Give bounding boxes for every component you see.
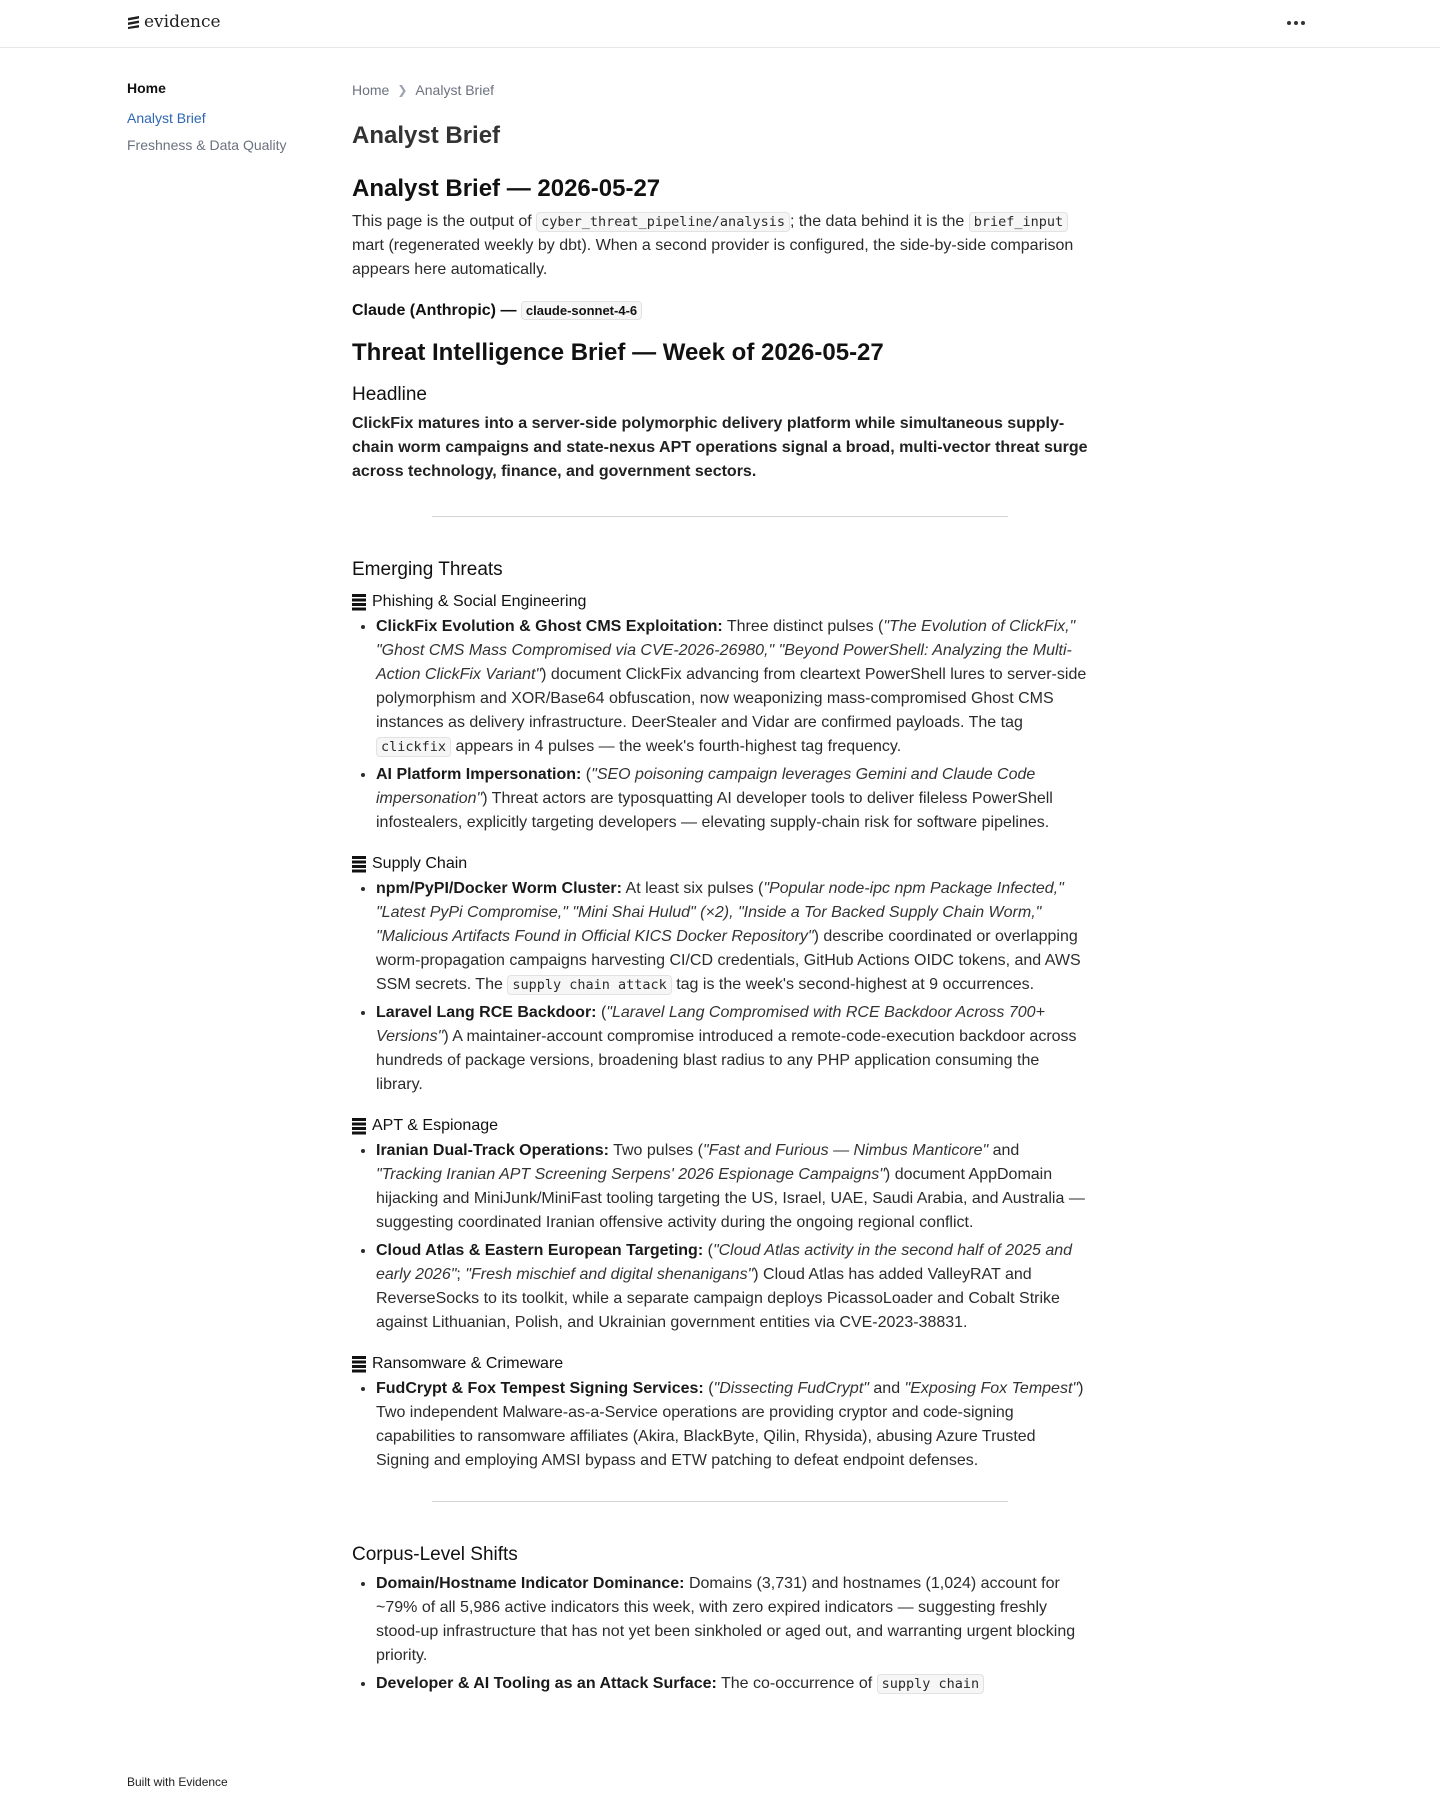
item-code: supply chain attack [507,975,671,995]
ransomware-list [352,1377,1088,1473]
item-code: supply chain [877,1674,985,1694]
item-quote: "Cloud Atlas activity in the second half of 2025 and early 2026" [376,1242,1073,1283]
more-horizontal-icon [1286,20,1306,26]
headline-text: ClickFix matures into a server-side polymorphic delivery platform while simultaneous supply-chain worm campaigns and state-nexus APT operations signal a broad, multi-vector threat surge across technology, finance, and government sectors. [352,415,1088,480]
section-title: Ransomware & Crimeware [372,1355,564,1372]
supply-chain-list [352,877,1088,1097]
breadcrumb-home[interactable]: Home [352,82,390,98]
item-quote: "Exposing Fox Tempest" [904,1380,1079,1397]
item-text: ; [456,1266,466,1283]
evidence-logo[interactable] [127,12,221,32]
phishing-list [352,615,1088,835]
model-code: claude-sonnet-4-6 [521,301,642,320]
brief-title: Analyst Brief — 2026-05-27 [352,175,661,202]
item-label: AI Platform Impersonation: [376,766,582,783]
item-text: ) A maintainer-account compromise introduced a remote-code-execution backdoor across hundreds of package versions, broadening blast radius to any PHP application consuming the library. [376,1028,1077,1093]
item-text: At least six pulses ( [621,880,764,897]
item-text: Two pulses ( [608,1142,703,1159]
item-quote: "The Evolution of ClickFix," "Ghost CMS Mass Compromised via CVE-2026-26980," "Beyond PowerShell: Analyzing the Multi-Action ClickFix Variant" [376,618,1076,683]
item-text: ) document ClickFix advancing from cleartext PowerShell lures to server-side polymorphism and XOR/Base64 obfuscation, now weaponizing mass-compromised Ghost CMS instances as delivery infrastructure. DeerStealer and Vidar are confirmed payloads. The tag [376,666,1087,731]
item-label: FudCrypt & Fox Tempest Signing Services: [376,1380,704,1397]
emerging-threats-heading: Emerging Threats [352,559,503,580]
sidebar-item-analyst-brief[interactable]: Analyst Brief [127,110,206,126]
item-text: Domains (3,731) and hostnames (1,024) account for ~79% of all 5,986 active indicators this week, with zero expired indicators — suggesting freshly stood-up infrastructure that has not yet been sinkholed or aged out, and warranting urgent blocking priority. [376,1575,1076,1664]
item-text: and [988,1142,1020,1159]
divider [432,1501,1008,1502]
list-item [376,1139,1088,1235]
breadcrumb [352,80,1088,100]
item-quote: "Popular node-ipc npm Package Infected," "Latest PyPi Compromise," "Mini Shai Hulud" (×2), "Inside a Tor Backed Supply Chain Worm," "Malicious Artifacts Found in Official KICS Docker Repository" [376,880,1064,945]
item-quote: "SEO poisoning campaign leverages Gemini and Claude Code impersonation" [376,766,1036,807]
main-content [352,80,1088,1700]
list-item [376,877,1088,997]
brief-heading: Threat Intelligence Brief — Week of 2026-05-27 [352,339,884,366]
item-text: The co-occurrence of [716,1675,877,1692]
section-supply-chain-heading [352,855,1088,873]
model-line [352,302,1088,320]
model-label: Claude (Anthropic) — [352,302,521,319]
item-text: ) Two independent Malware-as-a-Service operations are providing cryptor and code-signing capabilities to ransomware affiliates (Akira, BlackByte, Qilin, Rhysida), abusing Azure Trusted Signing and employing AMSI bypass and ETW patching to defeat endpoint defenses. [376,1380,1084,1469]
section-ransomware-heading [352,1355,1088,1373]
item-label: Developer & AI Tooling as an Attack Surface: [376,1675,717,1692]
item-quote: "Laravel Lang Compromised with RCE Backdoor Across 700+ Versions" [376,1004,1045,1045]
corpus-shifts-heading: Corpus-Level Shifts [352,1544,518,1565]
intro-text: ; the data behind it is the [789,213,969,230]
list-item [376,1377,1088,1473]
section-apt-heading [352,1117,1088,1135]
item-text: and [868,1380,905,1397]
list-item [376,1572,1088,1668]
list-item [376,763,1088,835]
bar-chart-icon [352,593,366,611]
intro-code-mart: brief_input [969,212,1068,232]
item-label: ClickFix Evolution & Ghost CMS Exploitation: [376,618,723,635]
item-label: npm/PyPI/Docker Worm Cluster: [376,880,622,897]
top-bar [0,0,1440,48]
section-title: Phishing & Social Engineering [372,593,587,610]
item-text: ( [596,1004,607,1021]
sidebar-item-home[interactable]: Home [127,80,166,96]
intro-paragraph [352,210,1088,282]
item-quote: "Dissecting FudCrypt" [713,1380,869,1397]
item-code: clickfix [376,737,451,757]
item-quote: "Fresh mischief and digital shenanigans" [465,1266,754,1283]
item-text: appears in 4 pulses — the week's fourth-highest tag frequency. [451,738,902,755]
item-text: ( [703,1242,713,1259]
item-label: Cloud Atlas & Eastern European Targeting: [376,1242,704,1259]
list-item [376,1239,1088,1335]
bar-chart-icon [352,855,366,873]
more-menu-button[interactable] [1280,13,1312,33]
chevron-right-icon: ❯ [397,83,408,97]
sidebar-item-freshness[interactable]: Freshness & Data Quality [127,137,287,153]
list-item [376,1672,1088,1696]
item-text: ) Cloud Atlas has added ValleyRAT and ReverseSocks to its toolkit, while a separate campaign deploys PicassoLoader and Cobalt Strike against Lithuanian, Polish, and Ukrainian government entities via CVE-2023-38831. [376,1266,1060,1331]
bar-chart-icon [352,1355,366,1373]
item-text: ) describe coordinated or overlapping worm-propagation campaigns harvesting CI/CD credentials, GitHub Actions OIDC tokens, and AWS SSM secrets. The [376,928,1081,993]
item-label: Iranian Dual-Track Operations: [376,1142,609,1159]
list-item [376,1001,1088,1097]
item-text: ( [581,766,592,783]
built-with-evidence-link[interactable]: Built with Evidence [127,1775,228,1789]
item-text: ( [703,1380,714,1397]
evidence-logo-icon [127,15,141,29]
item-quote: "Tracking Iranian APT Screening Serpens' 2026 Espionage Campaigns" [376,1166,885,1183]
item-text: tag is the week's second-highest at 9 occurrences. [671,976,1035,993]
item-text: Three distinct pulses ( [722,618,884,635]
list-item [376,615,1088,759]
item-label: Laravel Lang RCE Backdoor: [376,1004,597,1021]
apt-list [352,1139,1088,1335]
corpus-list [352,1572,1088,1696]
intro-text: This page is the output of [352,213,537,230]
section-title: APT & Espionage [372,1117,499,1134]
bar-chart-icon [352,1117,366,1135]
section-title: Supply Chain [372,855,468,872]
item-text: ) document AppDomain hijacking and MiniJunk/MiniFast tooling targeting the US, Israel, UAE, Saudi Arabia, and Australia — suggesting coordinated Iranian offensive activity during the ongoing regional conflict. [376,1166,1085,1231]
headline-heading: Headline [352,384,427,405]
intro-text: mart (regenerated weekly by dbt). When a second provider is configured, the side-by-side comparison appears here automatically. [352,237,1074,278]
logo-text: evidence [144,12,221,32]
sidebar-nav [127,80,327,164]
section-phishing-heading [352,593,1088,611]
breadcrumb-current: Analyst Brief [415,82,495,98]
item-quote: "Fast and Furious — Nimbus Manticore" [702,1142,989,1159]
item-text: ) Threat actors are typosquatting AI developer tools to deliver fileless PowerShell infostealers, explicitly targeting developers — elevating supply-chain risk for software pipelines. [376,790,1053,831]
page-title: Analyst Brief [352,122,501,149]
divider [432,516,1008,517]
intro-code-analysis: cyber_threat_pipeline/analysis [536,212,790,232]
item-label: Domain/Hostname Indicator Dominance: [376,1575,685,1592]
